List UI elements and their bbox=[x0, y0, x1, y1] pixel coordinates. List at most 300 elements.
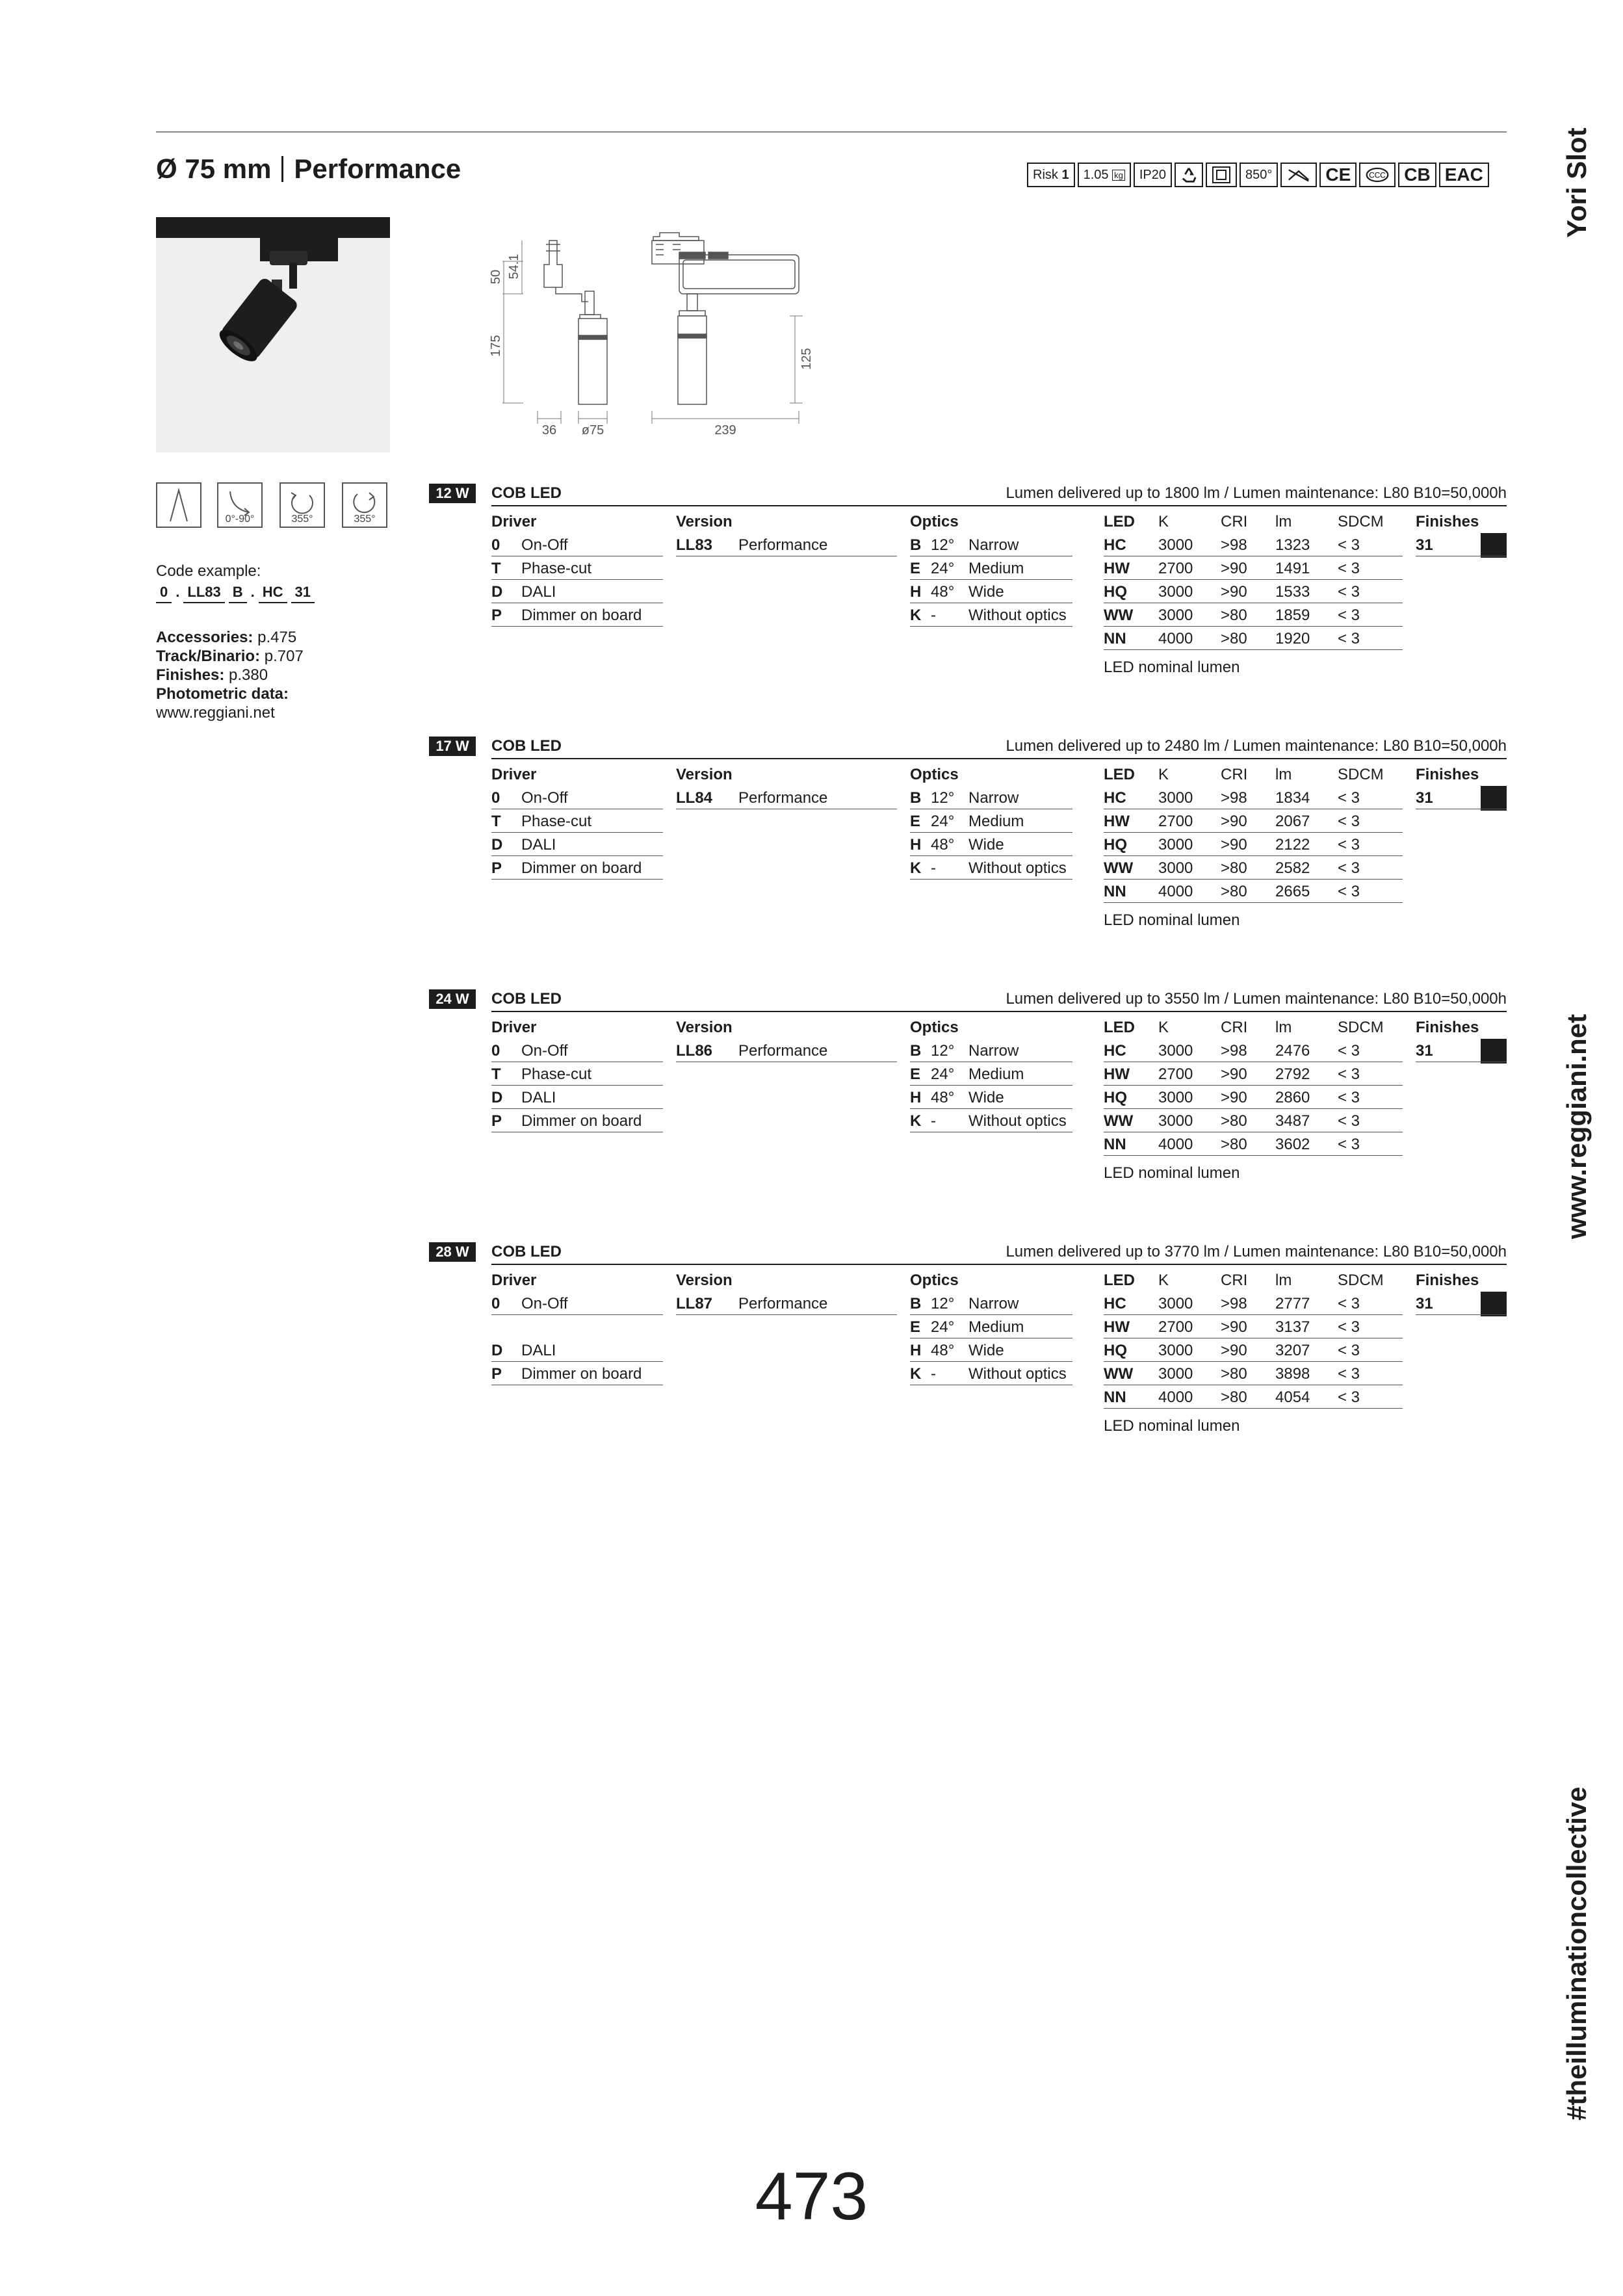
led-code: NN bbox=[1104, 630, 1126, 647]
optics-code: B bbox=[910, 1295, 922, 1312]
led-k: 3000 bbox=[1158, 859, 1193, 877]
header-rule bbox=[491, 505, 1507, 506]
col-header-cri: CRI bbox=[1221, 766, 1248, 783]
hashtag-vertical: #theilluminationcollective bbox=[1561, 1786, 1592, 2120]
led-k: 4000 bbox=[1158, 1136, 1193, 1153]
led-cri: >80 bbox=[1221, 630, 1247, 647]
row-rule bbox=[910, 855, 1072, 856]
recycle-icon bbox=[1175, 163, 1203, 187]
row-rule bbox=[491, 832, 663, 833]
led-code: WW bbox=[1104, 859, 1134, 877]
led-code: HC bbox=[1104, 789, 1126, 807]
header-rule bbox=[491, 758, 1507, 759]
optics-code: H bbox=[910, 1089, 922, 1106]
led-sdcm: < 3 bbox=[1338, 1295, 1360, 1312]
risk-badge: Risk 1 bbox=[1027, 163, 1075, 187]
ce-mark: CE bbox=[1319, 163, 1357, 187]
driver-code: D bbox=[491, 1089, 503, 1106]
driver-code: 0 bbox=[491, 1042, 500, 1060]
driver-name: Dimmer on board bbox=[521, 1112, 642, 1130]
nominal-note: LED nominal lumen bbox=[1104, 1417, 1240, 1435]
optics-name: Medium bbox=[968, 813, 1024, 830]
dim-height-1: 50 bbox=[489, 269, 503, 285]
finish-code: 31 bbox=[1416, 536, 1433, 554]
led-cri: >80 bbox=[1221, 1365, 1247, 1383]
row-rule bbox=[910, 1085, 1072, 1086]
rotation-2-icon: 355° bbox=[342, 482, 387, 528]
ref-photometric: Photometric data: bbox=[156, 685, 289, 703]
driver-name: On-Off bbox=[521, 536, 568, 554]
led-cri: >90 bbox=[1221, 813, 1247, 830]
wattage-badge: 17 W bbox=[429, 737, 476, 756]
row-rule bbox=[910, 1361, 1072, 1362]
col-header-driver: Driver bbox=[491, 1272, 537, 1289]
title-diameter: Ø 75 mm bbox=[156, 153, 272, 184]
col-header-sdcm: SDCM bbox=[1338, 1272, 1384, 1289]
product-block-1 bbox=[429, 484, 1507, 718]
optics-angle: 12° bbox=[931, 536, 955, 554]
ip-rating-badge: IP20 bbox=[1134, 163, 1172, 187]
driver-name: DALI bbox=[521, 1342, 556, 1359]
led-sdcm: < 3 bbox=[1338, 607, 1360, 624]
driver-code: 0 bbox=[491, 1295, 500, 1312]
dim-width-2: ø75 bbox=[581, 423, 604, 437]
driver-name: Phase-cut bbox=[521, 560, 592, 577]
header-rule bbox=[491, 1264, 1507, 1265]
version-code: LL87 bbox=[676, 1295, 713, 1312]
version-code: LL86 bbox=[676, 1042, 713, 1060]
row-rule bbox=[1104, 1314, 1403, 1315]
led-code: HW bbox=[1104, 1065, 1130, 1083]
optics-angle: 12° bbox=[931, 1042, 955, 1060]
led-sdcm: < 3 bbox=[1338, 1342, 1360, 1359]
brand-vertical: Yori Slot bbox=[1561, 127, 1592, 238]
product-block-3 bbox=[429, 989, 1507, 1223]
optics-name: Narrow bbox=[968, 789, 1019, 807]
optics-code: B bbox=[910, 1042, 922, 1060]
version-name: Performance bbox=[738, 1295, 828, 1312]
led-lm: 4054 bbox=[1275, 1389, 1310, 1406]
top-rule bbox=[156, 131, 1507, 133]
led-sdcm: < 3 bbox=[1338, 789, 1360, 807]
led-sdcm: < 3 bbox=[1338, 1112, 1360, 1130]
row-rule bbox=[491, 1085, 663, 1086]
led-cri: >80 bbox=[1221, 1389, 1247, 1406]
col-header-k: K bbox=[1158, 513, 1169, 530]
product-photo bbox=[156, 217, 390, 452]
led-k: 3000 bbox=[1158, 1112, 1193, 1130]
led-lm: 1491 bbox=[1275, 560, 1310, 577]
led-k: 3000 bbox=[1158, 1295, 1193, 1312]
code-part-led: HC bbox=[259, 584, 287, 603]
driver-code: D bbox=[491, 836, 503, 854]
led-lm: 3602 bbox=[1275, 1136, 1310, 1153]
led-lm: 3898 bbox=[1275, 1365, 1310, 1383]
optics-name: Narrow bbox=[968, 536, 1019, 554]
led-k: 4000 bbox=[1158, 883, 1193, 900]
led-cri: >90 bbox=[1221, 1089, 1247, 1106]
led-sdcm: < 3 bbox=[1338, 813, 1360, 830]
version-code: LL83 bbox=[676, 536, 713, 554]
led-k: 3000 bbox=[1158, 607, 1193, 624]
col-header-finishes: Finishes bbox=[1416, 1019, 1479, 1036]
eac-mark: EAC bbox=[1439, 163, 1489, 187]
driver-code: T bbox=[491, 560, 501, 577]
led-sdcm: < 3 bbox=[1338, 536, 1360, 554]
col-header-cri: CRI bbox=[1221, 1272, 1248, 1289]
led-code: HQ bbox=[1104, 583, 1127, 601]
title-version: Performance bbox=[294, 153, 461, 184]
optics-angle: 24° bbox=[931, 813, 955, 830]
optics-code: H bbox=[910, 836, 922, 854]
optics-name: Narrow bbox=[968, 1295, 1019, 1312]
col-header-driver: Driver bbox=[491, 766, 537, 783]
row-rule bbox=[1104, 1108, 1403, 1109]
code-example: 0 . LL83 B . HC 31 bbox=[156, 584, 315, 603]
col-header-version: Version bbox=[676, 766, 733, 783]
driver-name: Phase-cut bbox=[521, 1065, 592, 1083]
led-cri: >90 bbox=[1221, 1065, 1247, 1083]
optics-angle: 12° bbox=[931, 789, 955, 807]
col-header-lm: lm bbox=[1275, 513, 1292, 530]
finish-swatch bbox=[1481, 533, 1507, 558]
led-sdcm: < 3 bbox=[1338, 859, 1360, 877]
led-k: 2700 bbox=[1158, 813, 1193, 830]
version-name: Performance bbox=[738, 536, 828, 554]
optics-angle: 24° bbox=[931, 560, 955, 577]
led-code: HQ bbox=[1104, 836, 1127, 854]
row-rule bbox=[1104, 855, 1403, 856]
wattage-badge: 24 W bbox=[429, 989, 476, 1009]
led-cri: >80 bbox=[1221, 1112, 1247, 1130]
optics-code: E bbox=[910, 560, 921, 577]
col-header-k: K bbox=[1158, 766, 1169, 783]
col-header-version: Version bbox=[676, 513, 733, 530]
optics-code: H bbox=[910, 583, 922, 601]
row-rule bbox=[1104, 832, 1403, 833]
led-sdcm: < 3 bbox=[1338, 1136, 1360, 1153]
led-cri: >90 bbox=[1221, 836, 1247, 854]
led-sdcm: < 3 bbox=[1338, 1065, 1360, 1083]
glow-wire-badge: 850° bbox=[1240, 163, 1278, 187]
led-lm: 3137 bbox=[1275, 1318, 1310, 1336]
finish-code: 31 bbox=[1416, 1042, 1433, 1060]
product-block-2 bbox=[429, 737, 1507, 971]
optics-code: B bbox=[910, 789, 922, 807]
col-header-led: LED bbox=[1104, 766, 1135, 783]
driver-name: DALI bbox=[521, 1089, 556, 1106]
ref-website[interactable]: www.reggiani.net bbox=[156, 704, 275, 722]
led-lm: 2067 bbox=[1275, 813, 1310, 830]
row-rule bbox=[1104, 1361, 1403, 1362]
led-lm: 1533 bbox=[1275, 583, 1310, 601]
led-k: 3000 bbox=[1158, 583, 1193, 601]
code-example-label: Code example: bbox=[156, 562, 261, 580]
led-lm: 1920 bbox=[1275, 630, 1310, 647]
optics-angle: 12° bbox=[931, 1295, 955, 1312]
code-part-driver: 0 bbox=[156, 584, 172, 603]
col-header-optics: Optics bbox=[910, 1019, 959, 1036]
row-rule bbox=[491, 1314, 663, 1315]
optics-angle: 24° bbox=[931, 1065, 955, 1083]
row-rule bbox=[910, 879, 1072, 880]
col-header-finishes: Finishes bbox=[1416, 513, 1479, 530]
led-sdcm: < 3 bbox=[1338, 560, 1360, 577]
tilt-icon: 0°-90° bbox=[217, 482, 263, 528]
ref-track: Track/Binario: p.707 bbox=[156, 647, 304, 665]
led-k: 2700 bbox=[1158, 1065, 1193, 1083]
led-cri: >90 bbox=[1221, 1342, 1247, 1359]
optics-code: K bbox=[910, 1112, 922, 1130]
driver-code: 0 bbox=[491, 536, 500, 554]
version-name: Performance bbox=[738, 1042, 828, 1060]
led-lm: 2860 bbox=[1275, 1089, 1310, 1106]
optics-name: Narrow bbox=[968, 1042, 1019, 1060]
row-rule bbox=[1104, 1408, 1403, 1409]
code-part-finish: 31 bbox=[291, 584, 315, 603]
row-rule bbox=[910, 832, 1072, 833]
row-rule bbox=[491, 1361, 663, 1362]
driver-code: 0 bbox=[491, 789, 500, 807]
optics-name: Without optics bbox=[968, 607, 1067, 624]
row-rule bbox=[1416, 1314, 1507, 1315]
led-sdcm: < 3 bbox=[1338, 836, 1360, 854]
driver-code: D bbox=[491, 1342, 503, 1359]
led-k: 2700 bbox=[1158, 560, 1193, 577]
dim-width-3: 239 bbox=[714, 423, 736, 437]
driver-code: P bbox=[491, 859, 502, 877]
title-separator bbox=[281, 156, 283, 182]
led-code: NN bbox=[1104, 1136, 1126, 1153]
finish-swatch bbox=[1481, 786, 1507, 811]
lumen-info: Lumen delivered up to 2480 lm / Lumen maintenance: L80 B10=50,000h bbox=[1006, 737, 1507, 755]
class-2-icon bbox=[1206, 163, 1237, 187]
led-cri: >80 bbox=[1221, 607, 1247, 624]
col-header-led: LED bbox=[1104, 1019, 1135, 1036]
led-k: 3000 bbox=[1158, 1365, 1193, 1383]
col-header-version: Version bbox=[676, 1019, 733, 1036]
led-sdcm: < 3 bbox=[1338, 1042, 1360, 1060]
optics-name: Medium bbox=[968, 1318, 1024, 1336]
optics-name: Wide bbox=[968, 1342, 1004, 1359]
led-type-label: COB LED bbox=[491, 990, 562, 1008]
optics-angle: - bbox=[931, 1365, 936, 1383]
no-cover-icon bbox=[1280, 163, 1317, 187]
optics-code: H bbox=[910, 1342, 922, 1359]
driver-code: T bbox=[491, 813, 501, 830]
finish-swatch bbox=[1481, 1039, 1507, 1063]
optics-angle: 48° bbox=[931, 1089, 955, 1106]
col-header-k: K bbox=[1158, 1272, 1169, 1289]
led-k: 3000 bbox=[1158, 1042, 1193, 1060]
led-cri: >98 bbox=[1221, 1295, 1247, 1312]
driver-code: P bbox=[491, 607, 502, 624]
nominal-note: LED nominal lumen bbox=[1104, 1164, 1240, 1182]
col-header-lm: lm bbox=[1275, 1272, 1292, 1289]
header-rule bbox=[491, 1011, 1507, 1012]
row-rule bbox=[491, 579, 663, 580]
col-header-optics: Optics bbox=[910, 766, 959, 783]
weight-badge: 1.05 kg bbox=[1078, 163, 1131, 187]
technical-drawing bbox=[484, 229, 822, 437]
led-code: HQ bbox=[1104, 1089, 1127, 1106]
optics-angle: 24° bbox=[931, 1318, 955, 1336]
row-rule bbox=[491, 879, 663, 880]
cb-mark: CB bbox=[1398, 163, 1436, 187]
col-header-led: LED bbox=[1104, 513, 1135, 530]
led-sdcm: < 3 bbox=[1338, 630, 1360, 647]
led-k: 3000 bbox=[1158, 1342, 1193, 1359]
row-rule bbox=[910, 626, 1072, 627]
beam-icon bbox=[156, 482, 201, 528]
led-sdcm: < 3 bbox=[1338, 583, 1360, 601]
led-k: 3000 bbox=[1158, 1089, 1193, 1106]
led-k: 3000 bbox=[1158, 536, 1193, 554]
nominal-note: LED nominal lumen bbox=[1104, 659, 1240, 676]
optics-name: Medium bbox=[968, 1065, 1024, 1083]
led-cri: >90 bbox=[1221, 560, 1247, 577]
led-cri: >98 bbox=[1221, 789, 1247, 807]
optics-name: Wide bbox=[968, 1089, 1004, 1106]
col-header-cri: CRI bbox=[1221, 513, 1248, 530]
optics-name: Without optics bbox=[968, 1112, 1067, 1130]
dim-height-3: 175 bbox=[489, 335, 503, 357]
optics-angle: - bbox=[931, 859, 936, 877]
wattage-badge: 28 W bbox=[429, 1242, 476, 1262]
led-code: HW bbox=[1104, 1318, 1130, 1336]
optics-name: Wide bbox=[968, 583, 1004, 601]
led-lm: 3207 bbox=[1275, 1342, 1310, 1359]
driver-code: P bbox=[491, 1112, 502, 1130]
col-header-finishes: Finishes bbox=[1416, 1272, 1479, 1289]
led-code: NN bbox=[1104, 883, 1126, 900]
row-rule bbox=[676, 1314, 897, 1315]
optics-name: Without optics bbox=[968, 859, 1067, 877]
led-code: HC bbox=[1104, 536, 1126, 554]
optics-angle: 48° bbox=[931, 836, 955, 854]
led-sdcm: < 3 bbox=[1338, 1318, 1360, 1336]
optics-code: E bbox=[910, 1065, 921, 1083]
row-rule bbox=[1104, 579, 1403, 580]
optics-angle: 48° bbox=[931, 583, 955, 601]
led-k: 4000 bbox=[1158, 630, 1193, 647]
driver-name: DALI bbox=[521, 583, 556, 601]
col-header-optics: Optics bbox=[910, 1272, 959, 1289]
row-rule bbox=[491, 855, 663, 856]
optics-name: Wide bbox=[968, 836, 1004, 854]
driver-name: On-Off bbox=[521, 1042, 568, 1060]
led-code: HC bbox=[1104, 1295, 1126, 1312]
row-rule bbox=[1104, 1085, 1403, 1086]
led-k: 3000 bbox=[1158, 836, 1193, 854]
led-code: NN bbox=[1104, 1389, 1126, 1406]
led-lm: 3487 bbox=[1275, 1112, 1310, 1130]
row-rule bbox=[1104, 879, 1403, 880]
optics-code: K bbox=[910, 1365, 922, 1383]
led-k: 3000 bbox=[1158, 789, 1193, 807]
driver-code: D bbox=[491, 583, 503, 601]
driver-name: On-Off bbox=[521, 1295, 568, 1312]
code-part-version: LL83 bbox=[183, 584, 224, 603]
driver-name: Dimmer on board bbox=[521, 1365, 642, 1383]
led-cri: >80 bbox=[1221, 883, 1247, 900]
row-rule bbox=[910, 1314, 1072, 1315]
row-rule bbox=[491, 1108, 663, 1109]
led-lm: 2122 bbox=[1275, 836, 1310, 854]
optics-angle: - bbox=[931, 607, 936, 624]
led-cri: >98 bbox=[1221, 1042, 1247, 1060]
certification-icons bbox=[1027, 163, 1489, 190]
optics-name: Medium bbox=[968, 560, 1024, 577]
ccc-icon bbox=[1359, 163, 1396, 187]
col-header-finishes: Finishes bbox=[1416, 766, 1479, 783]
led-lm: 2792 bbox=[1275, 1065, 1310, 1083]
led-lm: 2476 bbox=[1275, 1042, 1310, 1060]
version-code: LL84 bbox=[676, 789, 713, 807]
led-lm: 1323 bbox=[1275, 536, 1310, 554]
col-header-optics: Optics bbox=[910, 513, 959, 530]
row-rule bbox=[1104, 1155, 1403, 1156]
col-header-k: K bbox=[1158, 1019, 1169, 1036]
row-rule bbox=[491, 626, 663, 627]
led-code: HQ bbox=[1104, 1342, 1127, 1359]
led-lm: 1834 bbox=[1275, 789, 1310, 807]
optics-code: K bbox=[910, 607, 922, 624]
row-rule bbox=[910, 1108, 1072, 1109]
optics-name: Without optics bbox=[968, 1365, 1067, 1383]
driver-name: DALI bbox=[521, 836, 556, 854]
references bbox=[156, 628, 304, 722]
col-header-led: LED bbox=[1104, 1272, 1135, 1289]
ref-accessories: Accessories: p.475 bbox=[156, 629, 297, 646]
led-sdcm: < 3 bbox=[1338, 1089, 1360, 1106]
driver-name: Dimmer on board bbox=[521, 607, 642, 624]
col-header-driver: Driver bbox=[491, 1019, 537, 1036]
led-cri: >80 bbox=[1221, 859, 1247, 877]
led-lm: 2665 bbox=[1275, 883, 1310, 900]
driver-name: Phase-cut bbox=[521, 813, 592, 830]
page-title bbox=[156, 153, 461, 185]
led-sdcm: < 3 bbox=[1338, 1389, 1360, 1406]
dim-height-4: 125 bbox=[799, 348, 814, 370]
led-lm: 1859 bbox=[1275, 607, 1310, 624]
ref-finishes: Finishes: p.380 bbox=[156, 666, 268, 684]
lumen-info: Lumen delivered up to 1800 lm / Lumen maintenance: L80 B10=50,000h bbox=[1006, 484, 1507, 502]
led-code: WW bbox=[1104, 1112, 1134, 1130]
row-rule bbox=[1104, 649, 1403, 650]
led-lm: 2582 bbox=[1275, 859, 1310, 877]
col-header-driver: Driver bbox=[491, 513, 537, 530]
nominal-note: LED nominal lumen bbox=[1104, 911, 1240, 929]
led-code: WW bbox=[1104, 607, 1134, 624]
page-number: 473 bbox=[755, 2159, 868, 2234]
row-rule bbox=[1104, 902, 1403, 903]
driver-code: P bbox=[491, 1365, 502, 1383]
col-header-version: Version bbox=[676, 1272, 733, 1289]
website-vertical: www.reggiani.net bbox=[1561, 1013, 1592, 1239]
led-cri: >90 bbox=[1221, 1318, 1247, 1336]
optics-code: B bbox=[910, 536, 922, 554]
led-cri: >98 bbox=[1221, 536, 1247, 554]
finish-swatch bbox=[1481, 1292, 1507, 1316]
optics-code: E bbox=[910, 813, 921, 830]
dim-height-2: 54.1 bbox=[507, 254, 521, 280]
finish-code: 31 bbox=[1416, 1295, 1433, 1312]
lumen-info: Lumen delivered up to 3770 lm / Lumen maintenance: L80 B10=50,000h bbox=[1006, 1243, 1507, 1260]
optics-angle: - bbox=[931, 1112, 936, 1130]
led-code: HW bbox=[1104, 813, 1130, 830]
led-k: 4000 bbox=[1158, 1389, 1193, 1406]
